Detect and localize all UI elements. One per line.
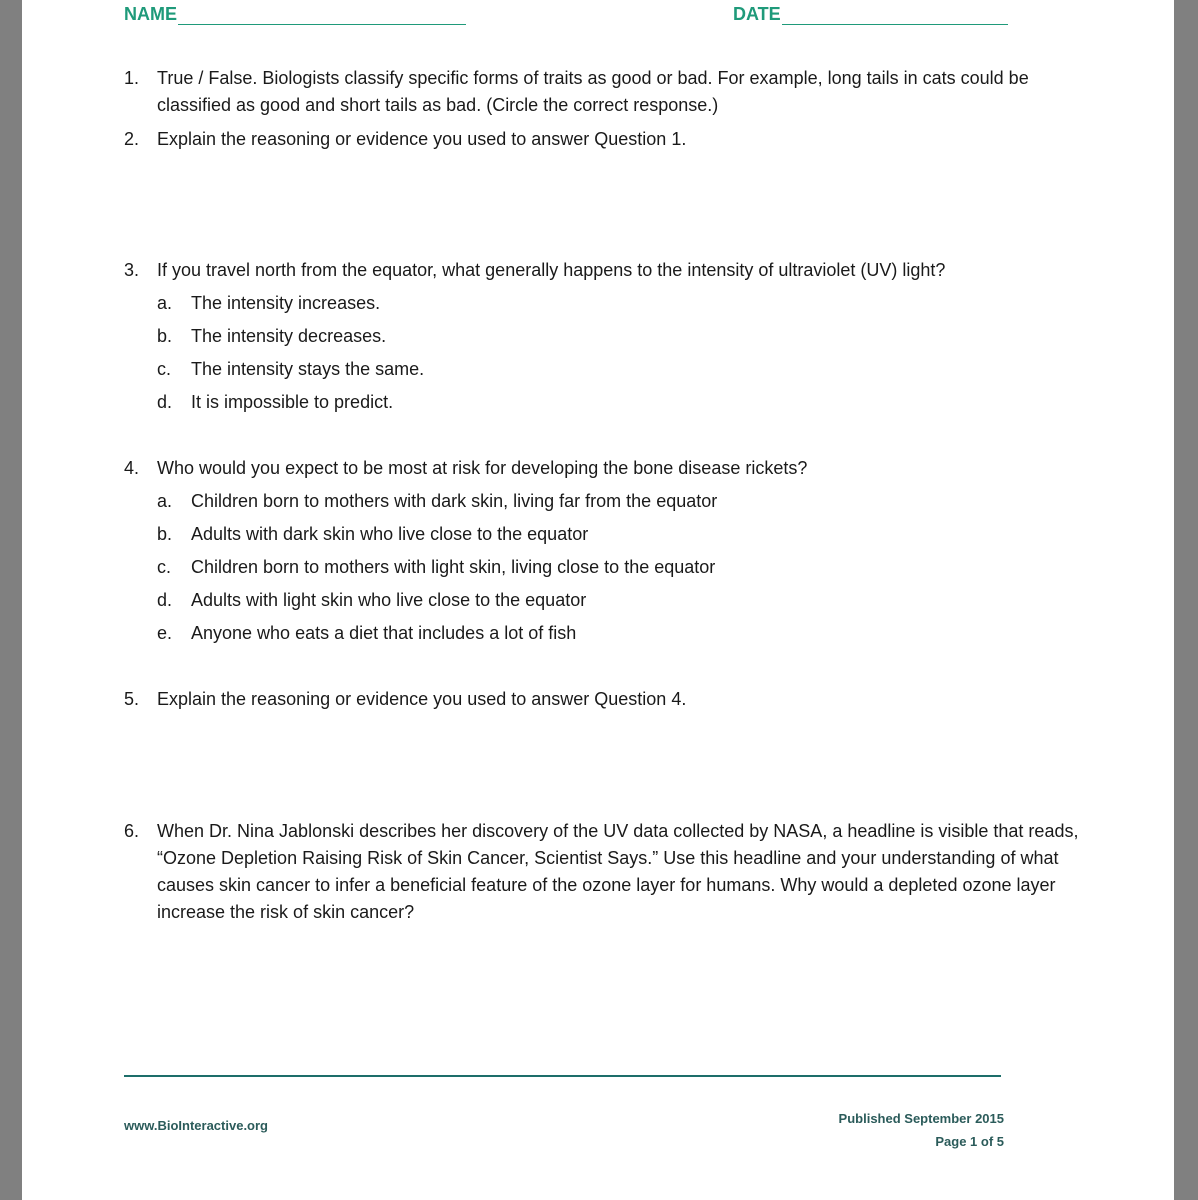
question-number: 4. [124, 458, 140, 478]
question-text: If you travel north from the equator, what generally happens to the intensity of ultraviolet (UV) light? [157, 260, 946, 280]
date-field[interactable] [733, 4, 1008, 25]
date-label: DATE [733, 4, 781, 24]
question-2 [124, 126, 1074, 153]
option-text: Adults with dark skin who live close to the equator [191, 524, 589, 544]
option-text: The intensity decreases. [191, 326, 387, 346]
question-text: True / False. Biologists classify specific forms of traits as good or bad. For example, long tails in cats could be classified as good and short tails as bad. (Circle the correct response.) [157, 68, 1029, 115]
question-text: When Dr. Nina Jablonski describes her discovery of the UV data collected by NASA, a headline is visible that reads, “Ozone Depletion Raising Risk of Skin Cancer, Scientist Says.” Use this headline and your understanding of what causes skin cancer to infer a beneficial feature of the ozone layer for humans. Why would a depleted ozone layer increase the risk of skin cancer? [157, 821, 1079, 922]
name-blank-line[interactable] [178, 6, 466, 25]
option-4e[interactable] [157, 620, 1057, 647]
option-3b[interactable] [157, 323, 1057, 350]
option-letter: b. [157, 326, 173, 346]
question-text: Explain the reasoning or evidence you used to answer Question 4. [157, 689, 687, 709]
footer-website-link[interactable]: www.BioInteractive.org [124, 1118, 268, 1133]
question-number: 5. [124, 689, 140, 709]
name-field[interactable] [124, 4, 466, 25]
question-6 [124, 818, 1084, 926]
option-text: It is impossible to predict. [191, 392, 394, 412]
option-letter: d. [157, 392, 173, 412]
option-3c[interactable] [157, 356, 1057, 383]
name-label: NAME [124, 4, 177, 24]
option-4c[interactable] [157, 554, 1057, 581]
footer-divider [124, 1075, 1001, 1077]
option-letter: a. [157, 293, 173, 313]
question-number: 6. [124, 821, 140, 841]
option-text: Children born to mothers with dark skin, living far from the equator [191, 491, 718, 511]
question-5 [124, 686, 1074, 713]
question-3 [124, 257, 1074, 284]
option-text: Anyone who eats a diet that includes a lot of fish [191, 623, 577, 643]
option-text: Children born to mothers with light skin, living close to the equator [191, 557, 716, 577]
question-1 [124, 65, 1074, 119]
question-text: Who would you expect to be most at risk for developing the bone disease rickets? [157, 458, 808, 478]
option-letter: c. [157, 359, 172, 379]
option-3d[interactable] [157, 389, 1057, 416]
option-4d[interactable] [157, 587, 1057, 614]
option-4b[interactable] [157, 521, 1057, 548]
question-number: 2. [124, 129, 140, 149]
option-text: The intensity increases. [191, 293, 381, 313]
date-blank-line[interactable] [782, 6, 1008, 25]
question-number: 3. [124, 260, 140, 280]
question-text: Explain the reasoning or evidence you used to answer Question 1. [157, 129, 687, 149]
option-letter: e. [157, 623, 173, 643]
option-4a[interactable] [157, 488, 1057, 515]
question-number: 1. [124, 68, 140, 88]
option-3a[interactable] [157, 290, 1057, 317]
option-letter: d. [157, 590, 173, 610]
option-text: Adults with light skin who live close to the equator [191, 590, 587, 610]
question-4 [124, 455, 1074, 482]
footer-page-number: Page 1 of 5 [935, 1134, 1004, 1149]
worksheet-page [22, 0, 1174, 1200]
footer-published: Published September 2015 [838, 1111, 1004, 1126]
option-letter: b. [157, 524, 173, 544]
option-text: The intensity stays the same. [191, 359, 425, 379]
option-letter: a. [157, 491, 173, 511]
option-letter: c. [157, 557, 172, 577]
